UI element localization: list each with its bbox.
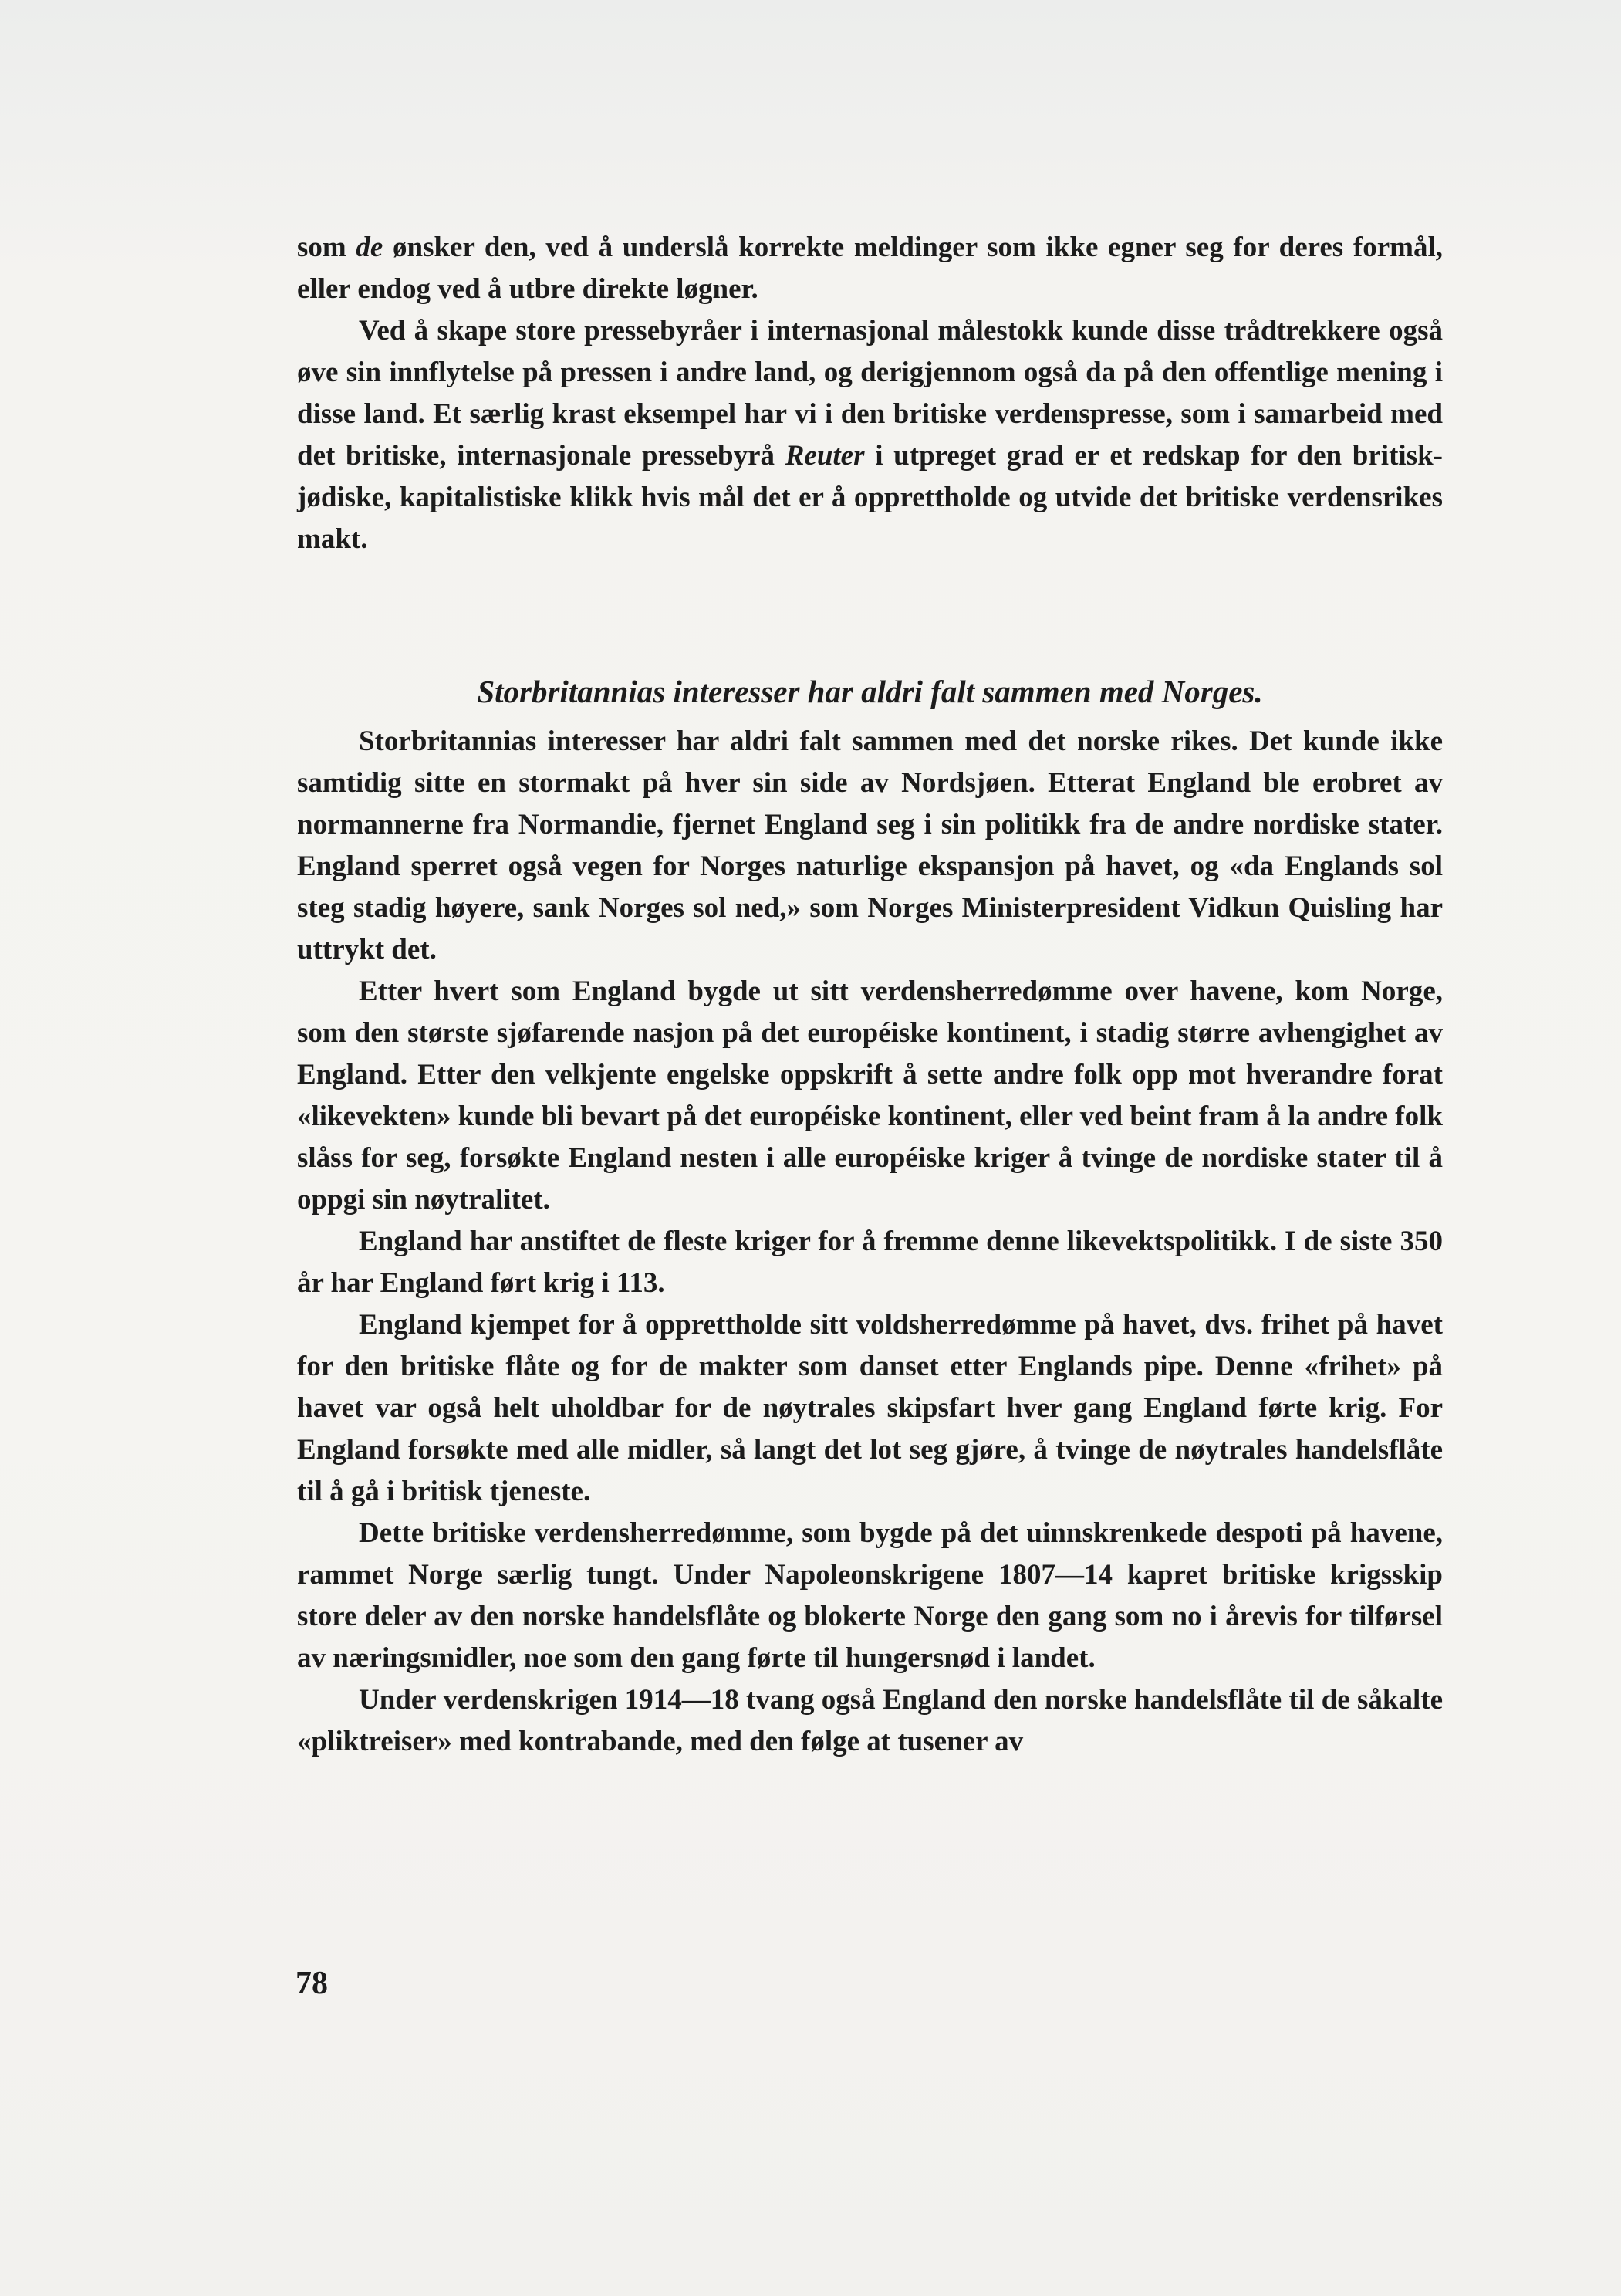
text-run: Ved å skape store pressebyråer i internasjonal målestokk kunde disse trådtrekkere også øve sin innflytelse på pressen i andre land, og derigjennom også da på den offentlige mening i disse land. Et særlig krast eksempel har vi i den britiske verdenspresse, som i samarbeid med det britiske, internasjonale pressebyrå (297, 315, 1443, 472)
paragraph: Etter hvert som England bygde ut sitt verdensherredømme over havene, kom Norge, som den største sjøfarende nasjon på det européiske kontinent, i stadig større avhengighet av England. Etter den velkjente engelske oppskrift å sette andre folk opp mot hverandre forat «likevekten» kunde bli bevart på det européiske kontinent, eller ved beint fram å la andre folk slåss for seg, forsøkte England nesten i alle européiske kriger å tvinge de nordiske stater til å oppgi sin nøytralitet. (297, 976, 1443, 1216)
paragraph: Under verdenskrigen 1914—18 tvang også England den norske handelsflåte til de såkalte «pliktreiser» med kontrabande, med den følge at tusener av (297, 1684, 1443, 1757)
paragraph (297, 310, 1443, 560)
text-run: i utpreget grad er et redskap for den britisk-jødiske, kapitalistiske klikk hvis mål det er å opprettholde og utvide det britiske verdensrikes makt. (297, 440, 1443, 555)
text-run: som (297, 232, 356, 263)
paragraph (297, 227, 1443, 310)
section-heading: Storbritannias interesser har aldri falt sammen med Norges. (477, 674, 1263, 709)
text-block-main (297, 721, 1443, 1763)
paragraph: England kjempet for å opprettholde sitt voldsherredømme på havet, dvs. frihet på havet for den britiske flåte og for de makter som danset etter Englands pipe. Denne «frihet» på havet var også helt uholdbar for de nøytrales skipsfart hver gang England førte krig. For England forsøkte med alle midler, så langt det lot seg gjøre, å tvinge de nøytrales handelsflåte til å gå i britisk tjeneste. (297, 1309, 1443, 1507)
paragraph: Storbritannias interesser har aldri falt sammen med det norske rikes. Det kunde ikke samtidig sitte en stormakt på hver sin side av Nordsjøen. Etterat England ble erobret av normannerne fra Normandie, fjernet England seg i sin politikk fra de andre nordiske stater. England sperret også vegen for Norges naturlige ekspansjon på havet, og «da Englands sol steg stadig høyere, sank Norges sol ned,» som Norges Ministerpresident Vidkun Quisling har uttrykt det. (297, 725, 1443, 965)
text-block-top (297, 227, 1443, 560)
paragraph: Dette britiske verdensherredømme, som bygde på det uinnskrenkede despoti på havene, rammet Norge særlig tungt. Under Napoleonskrigene 1807—14 kapret britiske krigsskip store deler av den norske handelsflåte og blokerte Norge den gang som no i årevis for tilførsel av næringsmidler, noe som den gang førte til hungersnød i landet. (297, 1517, 1443, 1674)
page-number: 78 (295, 1966, 328, 2001)
paragraph: England har anstiftet de fleste kriger for å fremme denne likevektspolitikk. I de siste 350 år har England ført krig i 113. (297, 1226, 1443, 1299)
italic-text: de (356, 232, 383, 263)
text-run: ønsker den, ved å underslå korrekte meldinger som ikke egner seg for deres formål, eller endog ved å utbre direkte løgner. (297, 232, 1443, 305)
italic-text: Reuter (785, 440, 865, 472)
